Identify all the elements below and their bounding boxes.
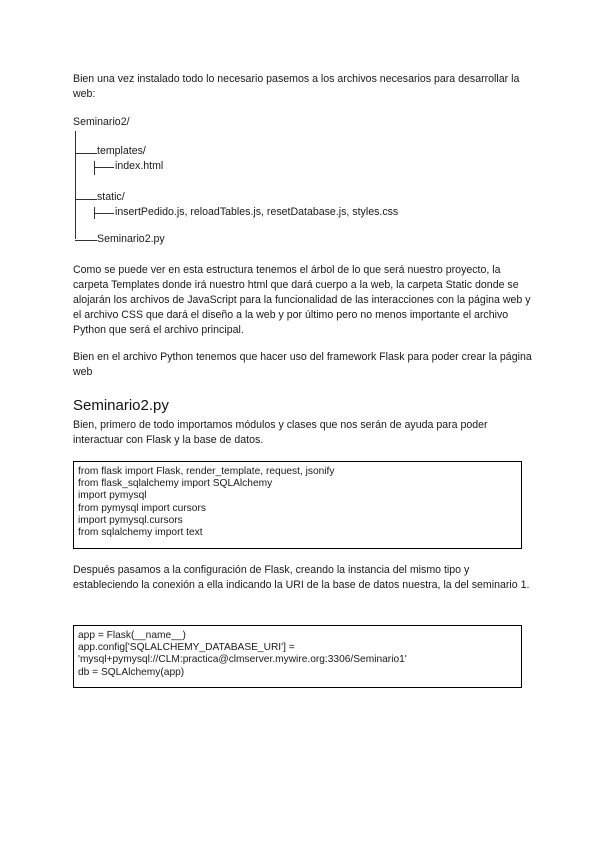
tree-branch bbox=[75, 240, 97, 241]
tree-main-py: Seminario2.py bbox=[97, 233, 165, 245]
tree-branch bbox=[94, 213, 114, 214]
tree-sub-trunk bbox=[94, 161, 95, 175]
tree-static-files: insertPedido.js, reloadTables.js, resetDatabase.js, styles.css bbox=[115, 206, 399, 218]
code-block-config bbox=[73, 625, 522, 688]
tree-branch bbox=[75, 153, 97, 154]
code-line: import pymysql bbox=[78, 490, 147, 502]
intro-paragraph: Bien una vez instalado todo lo necesario pasemos a los archivos necesarios para desarrollar la web: bbox=[73, 73, 520, 100]
section-title: Seminario2.py bbox=[73, 397, 169, 414]
code-line: from flask_sqlalchemy import SQLAlchemy bbox=[78, 478, 273, 490]
structure-paragraph: Como se puede ver en esta estructura tenemos el árbol de lo que será nuestro proyecto, la carpeta Templates donde irá nuestro html que dará cuerpo a la web, la carpeta Static donde se alojarán los archivos de JavaScript para la funcionalidad de las interacciones con la página web y el archivo CSS que dará el diseño a la web y por último pero no menos importante el archivo Python que será el archivo principal. bbox=[73, 264, 531, 336]
code-line: from flask import Flask, render_template, request, jsonify bbox=[78, 466, 335, 477]
flask-paragraph: Bien en el archivo Python tenemos que hacer uso del framework Flask para poder crear la página web bbox=[73, 351, 532, 378]
tree-static-folder: static/ bbox=[97, 191, 125, 203]
tree-index-file: index.html bbox=[115, 160, 164, 172]
tree-trunk bbox=[75, 131, 76, 239]
code-line: app.config['SQLALCHEMY_DATABASE_URI'] = bbox=[78, 642, 295, 654]
tree-branch bbox=[94, 167, 114, 168]
code-block-imports bbox=[73, 461, 522, 549]
code-line: from pymysql import cursors bbox=[78, 502, 206, 514]
code-line: 'mysql+pymysql://CLM:practica@clmserver.mywire.org:3306/Seminario1' bbox=[78, 654, 407, 666]
tree-root: Seminario2/ bbox=[73, 116, 130, 128]
code-line: db = SQLAlchemy(app) bbox=[78, 666, 185, 678]
tree-templates-folder: templates/ bbox=[97, 145, 146, 157]
code-line: from sqlalchemy import text bbox=[78, 527, 203, 539]
tree-branch bbox=[75, 199, 97, 200]
code-line: app = Flask(__name__) bbox=[78, 630, 186, 641]
code-line: import pymysql.cursors bbox=[78, 514, 183, 526]
config-paragraph: Después pasamos a la configuración de Flask, creando la instancia del mismo tipo y estableciendo la conexión a ella indicando la URI de la base de datos nuestra, la del seminario 1. bbox=[73, 564, 530, 591]
imports-paragraph: Bien, primero de todo importamos módulos y clases que nos serán de ayuda para poder interactuar con Flask y la base de datos. bbox=[73, 419, 488, 446]
